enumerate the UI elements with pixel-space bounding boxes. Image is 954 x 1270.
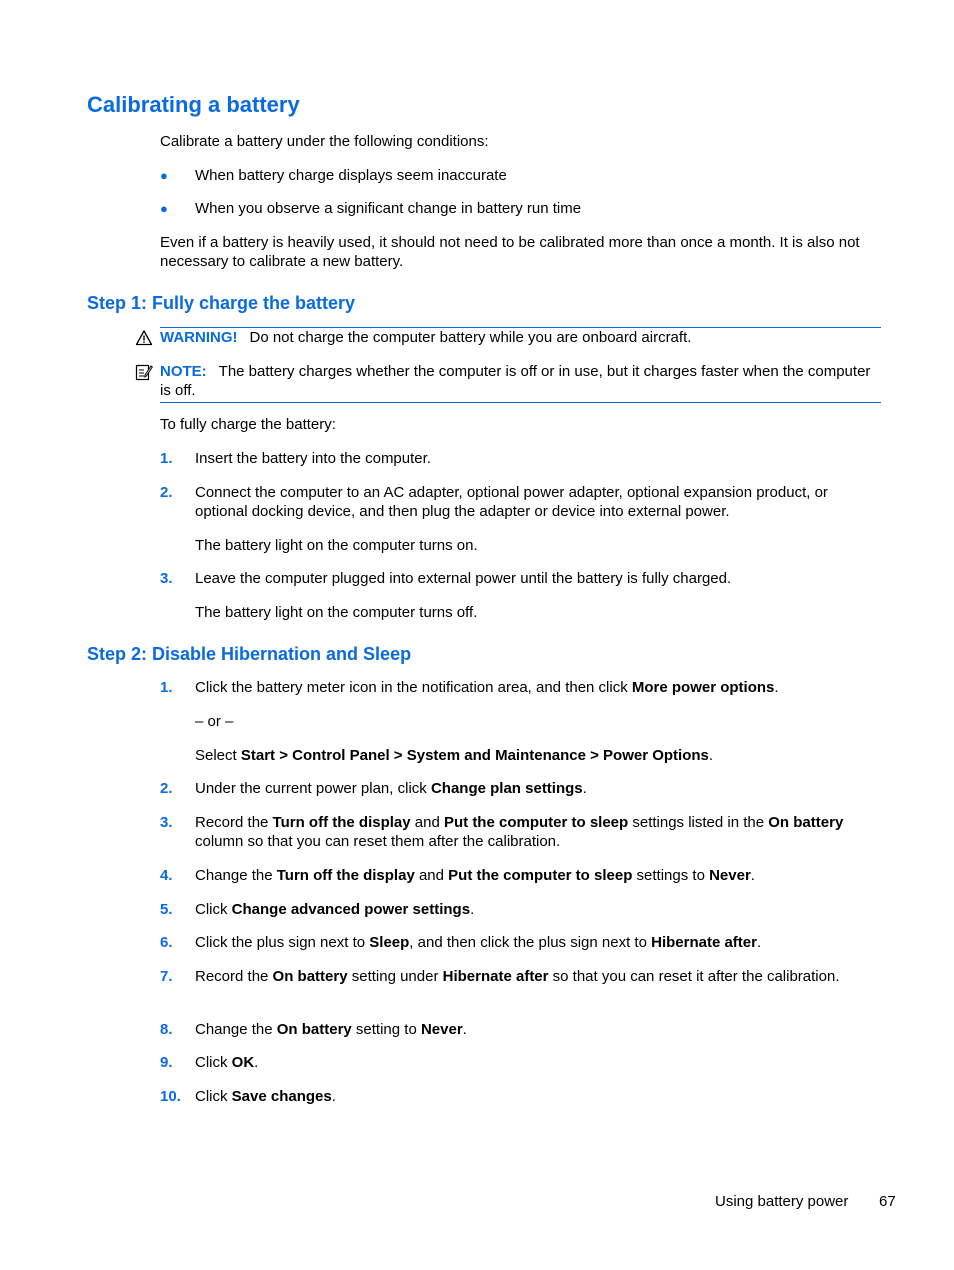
- note-icon: [135, 363, 153, 381]
- or-separator: – or –: [195, 713, 234, 730]
- step1-heading: Step 1: Fully charge the battery: [87, 293, 356, 313]
- step-result: The battery light on the computer turns on.: [195, 537, 478, 554]
- step2-heading: Step 2: Disable Hibernation and Sleep: [87, 644, 412, 664]
- warning-box: [160, 328, 881, 347]
- bullet-icon: ●: [160, 201, 168, 216]
- note-bottom-rule: [160, 402, 881, 403]
- intro-text: Calibrate a battery under the following conditions:: [160, 133, 489, 150]
- page-number: 67: [879, 1193, 896, 1210]
- note-label: NOTE:: [160, 363, 207, 380]
- charge-lead: To fully charge the battery:: [160, 416, 336, 433]
- page-title: Calibrating a battery: [87, 92, 300, 117]
- step-result: The battery light on the computer turns off.: [195, 604, 478, 621]
- warning-icon: [135, 329, 153, 347]
- footer-section-title: Using battery power: [715, 1193, 849, 1210]
- warning-label: WARNING!: [160, 329, 238, 346]
- warning-text: Do not charge the computer battery while you are onboard aircraft.: [249, 329, 692, 346]
- bullet-icon: ●: [160, 168, 168, 183]
- step-alternative: Select Start > Control Panel > System and Maintenance > Power Options.: [195, 747, 714, 764]
- note-text: The battery charges whether the computer is off or in use, but it charges faster when the computer is off.: [160, 363, 871, 399]
- note-box: [160, 362, 881, 400]
- intro-paragraph: Even if a battery is heavily used, it should not need to be calibrated more than once a month. It is also not necessary to calibrate a new battery.: [160, 234, 860, 270]
